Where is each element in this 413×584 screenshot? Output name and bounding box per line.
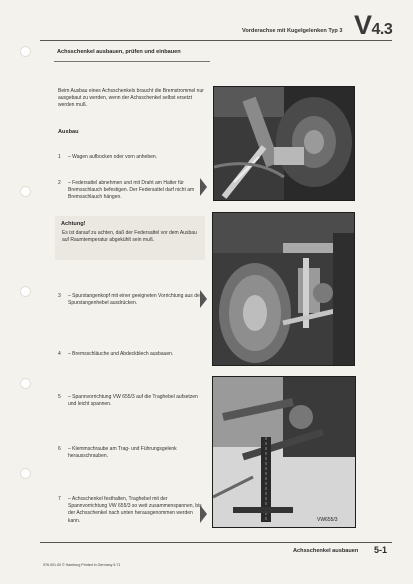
header-code-main: V	[354, 10, 372, 40]
step-number: 5	[58, 394, 61, 400]
step-number: 3	[58, 293, 61, 299]
binder-hole	[20, 46, 31, 57]
binder-hole	[20, 378, 31, 389]
photo-tool-label: VW655/3	[317, 517, 338, 523]
step-1	[58, 154, 204, 161]
pointer-arrow-icon	[200, 505, 207, 523]
print-info: 976.001.00 © Hamburg Printed in Germany 5.71	[43, 563, 121, 567]
page-number: 5-1	[374, 545, 388, 555]
note-text: Es ist darauf zu achten, daß der Federsattel vor dem Ausbau auf Raumtemperatur abgekühlt sein muß.	[62, 230, 197, 244]
section-title: Achsschenkel ausbauen, prüfen und einbauen	[57, 49, 181, 55]
step-4	[58, 351, 204, 358]
pointer-arrow-icon	[200, 290, 207, 308]
step-number: 2	[58, 180, 61, 186]
step-2	[58, 180, 204, 202]
step-text: – Wagen aufbocken oder vorn anheben.	[68, 154, 158, 160]
step-text: – Spurstangenkopf mit einer geeigneten Vorrichtung aus dem Spurstangenhebel ausdrücken.	[68, 293, 204, 307]
header-title: Vorderachse mit Kugelgelenken Typ 3	[242, 28, 343, 34]
binder-hole	[20, 186, 31, 197]
pointer-arrow-icon	[200, 178, 207, 196]
photo-tool-vw655	[212, 376, 356, 528]
header-code-sub: 4.3	[371, 21, 393, 38]
section-rule	[54, 61, 210, 62]
photo-tie-rod-tool	[212, 212, 355, 366]
subheading: Ausbau	[58, 129, 79, 135]
step-number: 4	[58, 351, 61, 357]
binder-hole	[20, 286, 31, 297]
step-text: – Spannvorrichtung VW 655/3 auf die Traghebel aufsetzen und leicht spannen.	[68, 394, 198, 408]
header-rule	[40, 40, 392, 41]
step-5	[58, 394, 204, 408]
step-number: 6	[58, 446, 61, 452]
intro-paragraph: Beim Ausbau eines Achsschenkels braucht die Bremstrommel nur ausgebaut zu werden, wenn der Achsschenkel selbst ersetzt werden muß.	[58, 88, 204, 109]
step-text: – Bremsschläuche und Abdeckblech ausbauen.	[68, 351, 174, 357]
header-section-code	[354, 12, 392, 39]
step-6	[58, 446, 204, 460]
step-number: 1	[58, 154, 61, 160]
step-number: 7	[58, 496, 61, 502]
photo-spring-seat	[213, 86, 355, 201]
note-heading: Achtung!	[61, 221, 86, 227]
binder-hole	[20, 468, 31, 479]
step-text: – Achsschenkel festhalten, Traghebel mit der Spannvorrichtung VW 655/3 so weit zusammenspannen, bis der Achsschenkel nach unten herausgenommen werden kann.	[68, 496, 202, 524]
step-7	[58, 496, 204, 525]
footer-section-title: Achsschenkel ausbauen	[293, 548, 359, 554]
step-text: – Federsattel abnehmen und mit Draht am Halter für Bremsschlauch befestigen. Der Federsattel darf nicht am Bremsschlauch hängen.	[68, 180, 195, 201]
step-text: – Klemmschraube am Trag- und Führungsgelenk herausschrauben.	[68, 446, 177, 460]
footer-rule	[40, 542, 392, 543]
step-3	[58, 293, 204, 307]
